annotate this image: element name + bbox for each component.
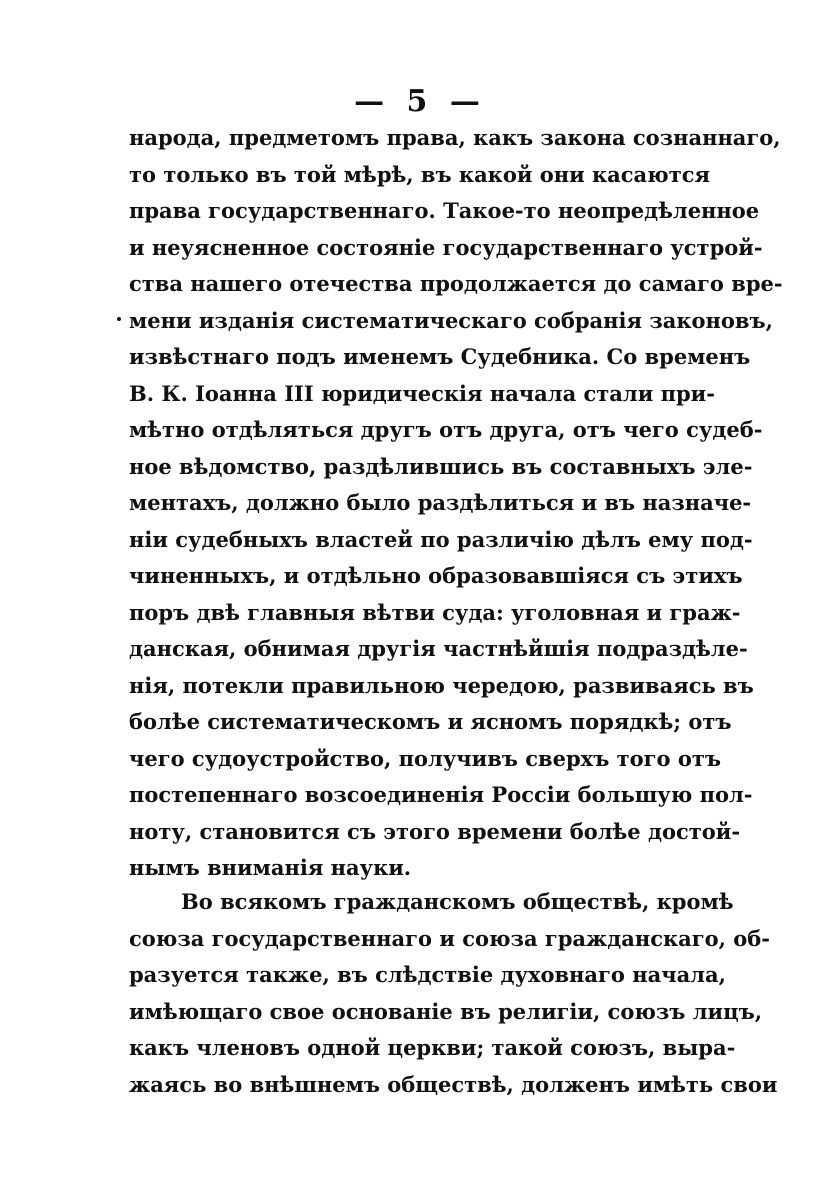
text-line: какъ членовъ одной церкви; такой союзъ, выра- [129, 1035, 736, 1060]
text-line: поръ двѣ главныя вѣтви суда: уголовная и граж- [129, 599, 741, 625]
paragraph-1 [129, 120, 783, 887]
text-line: жаясь во внѣшнемъ обществѣ, долженъ имѣть свои [129, 1071, 778, 1097]
text-line: разуется также, въ слѣдствіе духовнаго начала, [129, 962, 726, 987]
text-line: В. К. Іоанна III юридическія начала стали при- [129, 380, 715, 406]
page-number-header: — 5 — [354, 84, 486, 119]
text-line: ства нашего отечества продолжается до самаго вре- [129, 271, 783, 296]
text-line: нія, потекли правильною чередою, развиваясь въ [129, 672, 754, 698]
text-line: мени изданія систематическаго собранія законовъ, [129, 307, 773, 333]
text-line: то только въ той мѣрѣ, въ какой они касаются [129, 161, 711, 187]
text-line: постепеннаго возсоединенія Россіи большую пол- [129, 782, 753, 807]
margin-ink-dot [117, 317, 121, 321]
text-line: ное вѣдомство, раздѣлившись въ составныхъ эле- [129, 453, 753, 479]
text-line: извѣстнаго подъ именемъ Судебника. Со временъ [129, 344, 751, 369]
text-line: права государственнаго. Такое-то неопредѣленное [129, 198, 760, 223]
text-line: чиненныхъ, и отдѣльно образовавшіяся съ этихъ [129, 563, 743, 588]
text-line: нымъ вниманія науки. [129, 855, 412, 880]
text-line: ментахъ, должно было раздѣлиться и въ назначе- [129, 490, 752, 515]
text-line: мѣтно отдѣляться другъ отъ друга, отъ чего судеб- [129, 417, 763, 442]
paragraph-2 [129, 884, 778, 1103]
text-line: имѣющаго свое основаніе въ религіи, союзъ лицъ, [129, 998, 763, 1024]
text-line: союза государственнаго и союза гражданскаго, об- [129, 925, 770, 951]
text-line: и неуясненное состояніе государственнаго устрой- [129, 234, 763, 260]
text-line: чего судоустройство, получивъ сверхъ того отъ [129, 745, 721, 771]
text-line: народа, предметомъ права, какъ закона сознаннаго, [129, 125, 781, 150]
text-line: ніи судебныхъ властей по различію дѣлъ ему под- [129, 526, 753, 552]
text-line: ноту, становится съ этого времени болѣе достой- [129, 818, 741, 844]
text-line: Во всякомъ гражданскомъ обществѣ, кромѣ [181, 889, 734, 914]
text-line: данская, обнимая другія частнѣйшія подраздѣле- [129, 636, 748, 661]
text-line: болѣе систематическомъ и ясномъ порядкѣ; отъ [129, 709, 732, 734]
